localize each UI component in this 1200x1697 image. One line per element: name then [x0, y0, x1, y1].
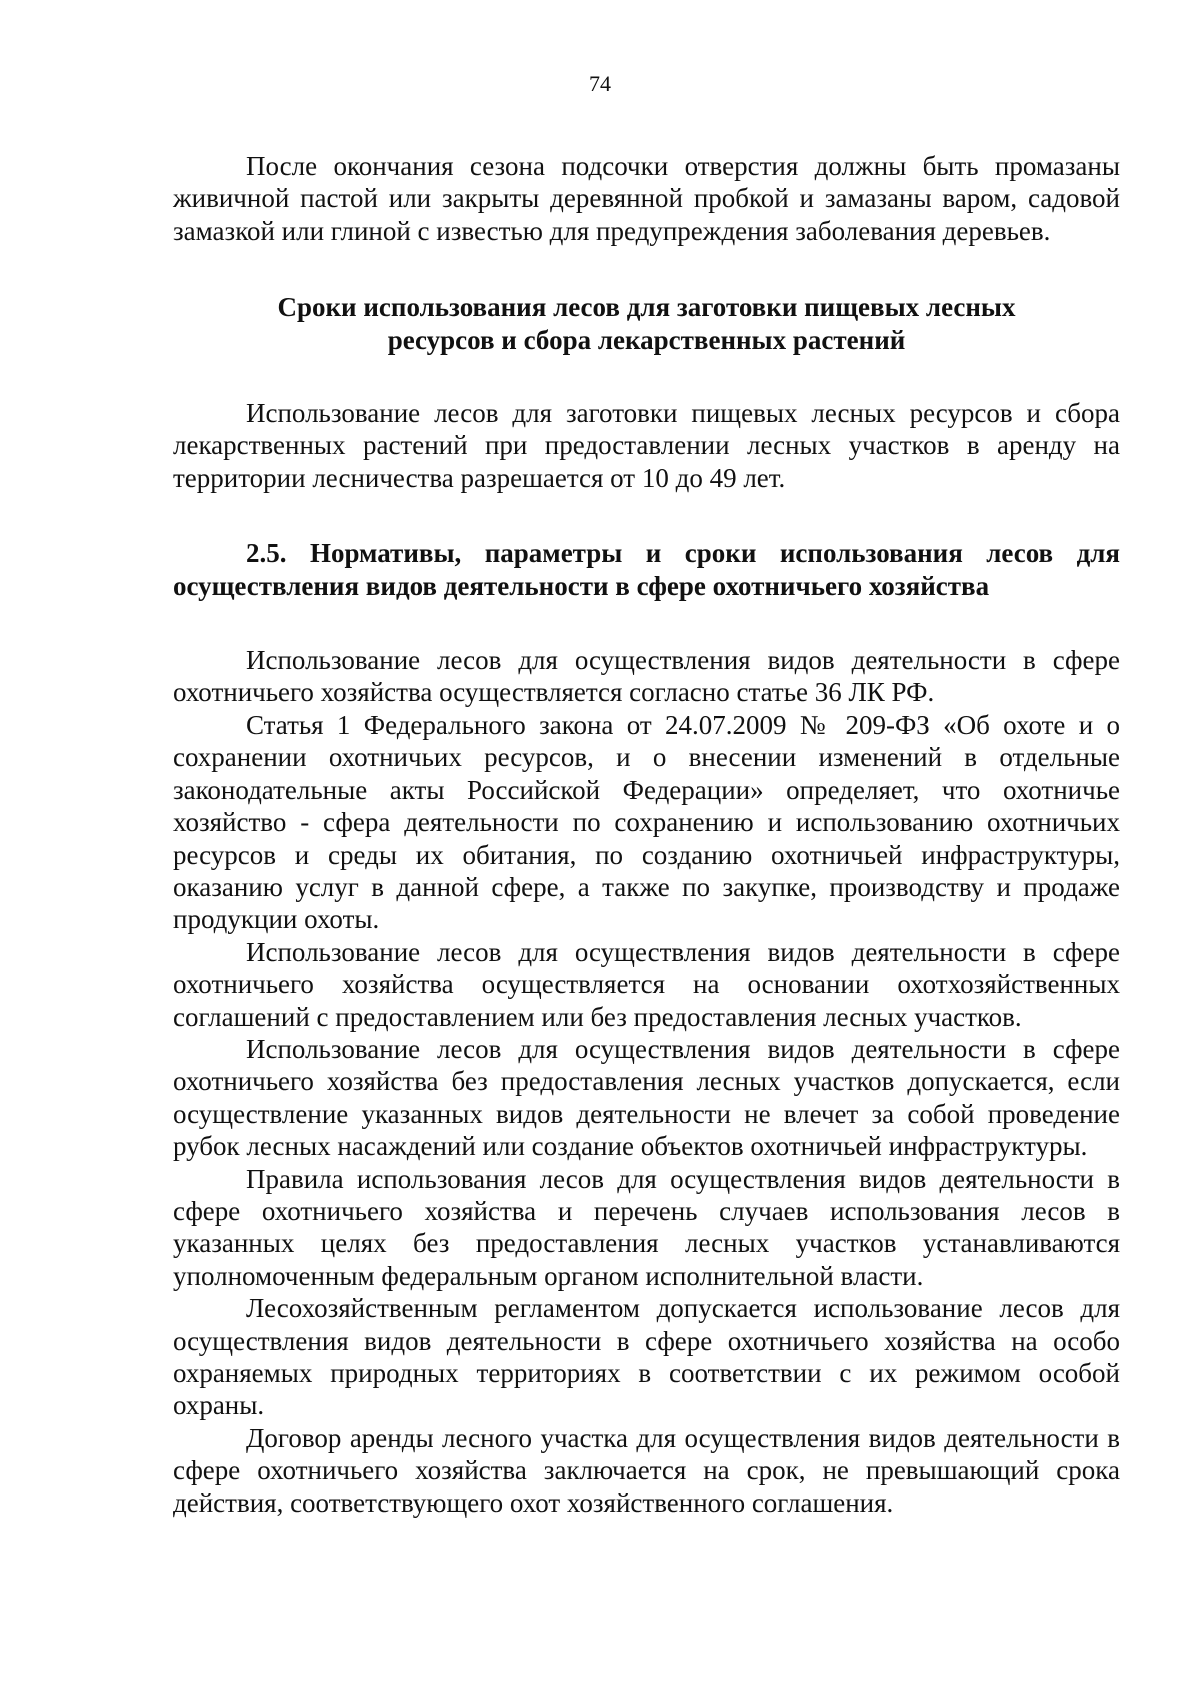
paragraph-hunting-4: Использование лесов для осуществления видов деятельности в сфере охотничьего хозяйства без предоставления лесных участков допускается, если осуществление указанных видов деятельности не влечет за собой проведение рубок лесных насаждений или создание объектов охотничьей инфраструктуры. [173, 1033, 1120, 1162]
paragraph-food-resources-term: Использование лесов для заготовки пищевых лесных ресурсов и сбора лекарственных растений при предоставлении лесных участков в аренду на территории лесничества разрешается от 10 до 49 лет. [173, 398, 1120, 493]
page-number: 74 [589, 71, 611, 96]
heading-food-resources-line-1: Сроки использования лесов для заготовки пищевых лесных [277, 292, 1016, 323]
paragraph-hunting-5: Правила использования лесов для осуществления видов деятельности в сфере охотничьего хозяйства и перечень случаев использования лесов в указанных целях без предоставления лесных участков устанавливаются уполномоченным федеральным органом исполнительной власти. [173, 1163, 1120, 1291]
paragraph-hunting-7: Договор аренды лесного участка для осуществления видов деятельности в сфере охотничьего хозяйства заключается на срок, не превышающий срока действия, соответствующего охот хозяйственного соглашения. [173, 1422, 1120, 1518]
heading-food-resources-line-2: ресурсов и сбора лекарственных растений [387, 324, 906, 355]
heading-food-resources [173, 291, 1120, 356]
heading-section-2-5: 2.5. Нормативы, параметры и сроки использования лесов для осуществления видов деятельности в сфере охотничьего хозяйства [173, 538, 1120, 601]
paragraph-hunting-3: Использование лесов для осуществления видов деятельности в сфере охотничьего хозяйства осуществляется на основании охотхозяйственных соглашений с предоставлением или без предоставления лесных участков. [173, 936, 1120, 1032]
paragraph-hunting-2: Статья 1 Федерального закона от 24.07.2009 № 209-ФЗ «Об охоте и о сохранении охотничьих ресурсов, и о внесении изменений в отдельные законодательные акты Российской Федерации» определяет, что охотничье хозяйство - сфера деятельности по сохранению и использованию охотничьих ресурсов и среды их обитания, по созданию охотничьей инфраструктуры, оказанию услуг в данной сфере, а также по закупке, производству и продаже продукции охоты. [173, 709, 1120, 935]
paragraph-resin-tapping: После окончания сезона подсочки отверстия должны быть промазаны живичной пастой или закрыты деревянной пробкой и замазаны варом, садовой замазкой или глиной с известью для предупреждения заболевания деревьев. [173, 151, 1120, 246]
document-body [173, 150, 1120, 1519]
paragraph-hunting-1: Использование лесов для осуществления видов деятельности в сфере охотничьего хозяйства осуществляется согласно статье 36 ЛК РФ. [173, 645, 1120, 708]
paragraph-hunting-6: Лесохозяйственным регламентом допускается использование лесов для осуществления видов деятельности в сфере охотничьего хозяйства на особо охраняемых природных территориях в соответствии с их режимом особой охраны. [173, 1293, 1120, 1421]
